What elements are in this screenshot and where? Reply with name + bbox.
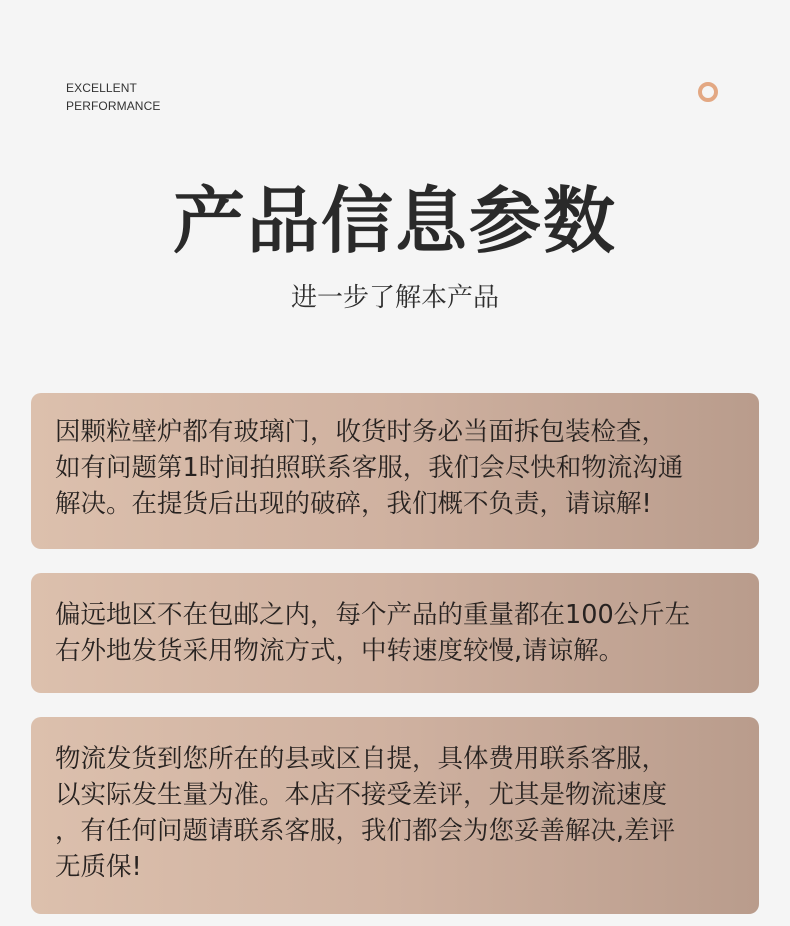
circle-ring-icon (698, 82, 718, 102)
notice-card-pickup-policy (31, 717, 759, 914)
eyebrow-line-2: PERFORMANCE (66, 99, 161, 113)
notice-line: ，有任何问题请联系客服，我们都会为您妥善解决,差评 (55, 816, 676, 846)
notice-line: 偏远地区不在包邮之内，每个产品的重量都在100公斤左 (55, 600, 691, 630)
page-title: 产品信息参数 (172, 179, 617, 263)
notice-line: 以实际发生量为准。本店不接受差评，尤其是物流速度 (55, 780, 668, 810)
notice-card-shipping-area (31, 573, 759, 693)
eyebrow-text (66, 79, 160, 115)
page-subtitle: 进一步了解本产品 (290, 283, 499, 313)
notice-line: 无质保! (55, 852, 142, 882)
notice-line: 如有问题第1时间拍照联系客服，我们会尽快和物流沟通 (55, 453, 684, 483)
eyebrow-line-1: EXCELLENT (66, 81, 137, 95)
notice-line: 右外地发货采用物流方式，中转速度较慢,请谅解。 (55, 636, 625, 666)
notice-line: 解决。在提货后出现的破碎，我们概不负责，请谅解! (55, 489, 652, 519)
notice-card-glass-door (31, 393, 759, 549)
notice-line: 因颗粒壁炉都有玻璃门，收货时务必当面拆包装检查， (55, 417, 668, 447)
notice-line: 物流发货到您所在的县或区自提，具体费用联系客服， (55, 744, 668, 774)
